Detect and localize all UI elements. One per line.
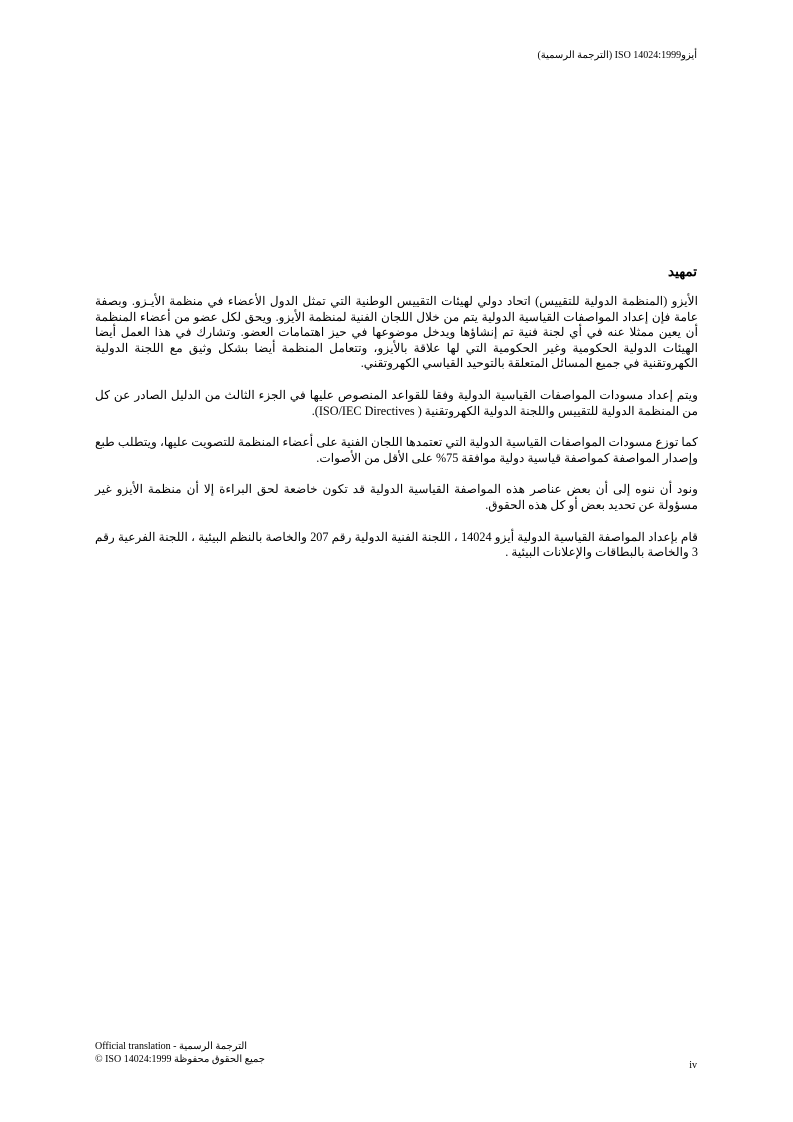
paragraph-voting: كما توزع مسودات المواصفات القياسية الدولية التي تعتمدها اللجان الفنية على أعضاء المنظمة للتصويت عليها، ويتطلب طبع وإصدار المواصفة كمواصفة قياسية دولية موافقة 75% على الأقل من الأصوات. [95,435,698,465]
paragraph-drafting-rules: ويتم إعداد مسودات المواصفات القياسية الدولية وفقا للقواعد المنصوص عليها في الجزء الثالث من الدليل الصادر عن كل من المنظمة الدولية للتقييس واللجنة الدولية الكهروتقنية ( ISO/IEC Directives). [95,387,698,418]
paragraph-patent-rights: ونود أن ننوه إلى أن بعض عناصر هذه المواصفة القياسية الدولية قد تكون خاضعة لحق البراءة إلا أن منظمة الأيزو غير مسؤولة عن تحديد بعض أو كل هذه الحقوق. [95,482,698,512]
translation-note: Official translation - الترجمة الرسمية [95,1041,248,1052]
footer-notice [95,1040,265,1066]
page-number: iv [689,1060,697,1071]
paragraph-iso-intro: الأيزو (المنظمة الدولية للتقييس) اتحاد دولي لهيئات التقييس الوطنية التي تمثل الدول الأعضاء في منظمة الأيـزو. وبصفة عامة فإن إعداد المواصفات القياسية الدولية يتم من خلال اللجان الفنية لمنظمة الأيزو. ويحق لكل عضو من أعضاء المنظمة أن يعين ممثلا عنه في أي لجنة فنية تم إنشاؤها ويدخل موضوعها في حيز اهتمامات العضو. وتشارك في هذا العمل أيضا الهيئات الدولية الحكومية وغير الحكومية التي لها علاقة بالأيزو، وتتعامل المنظمة أيضا بشكل وثيق مع اللجنة الدولية الكهروتقنية في جميع المسائل المتعلقة بالتوحيد القياسي الكهروتقني. [95,294,698,371]
document-body [95,294,698,577]
running-header: أيزو14024:1999 ISO (الترجمة الرسمية) [537,50,697,61]
section-heading: تمهيد [668,264,697,279]
paragraph-committee: قام بإعداد المواصفة القياسية الدولية أيزو 14024 ، اللجنة الفنية الدولية رقم 207 والخاصة بالنظم البيئية ، اللجنة الفرعية رقم 3 والخاصة بالبطاقات والإعلانات البيئية . [95,529,699,560]
copyright-notice: © ISO 14024:1999 جميع الحقوق محفوظة [95,1054,265,1065]
